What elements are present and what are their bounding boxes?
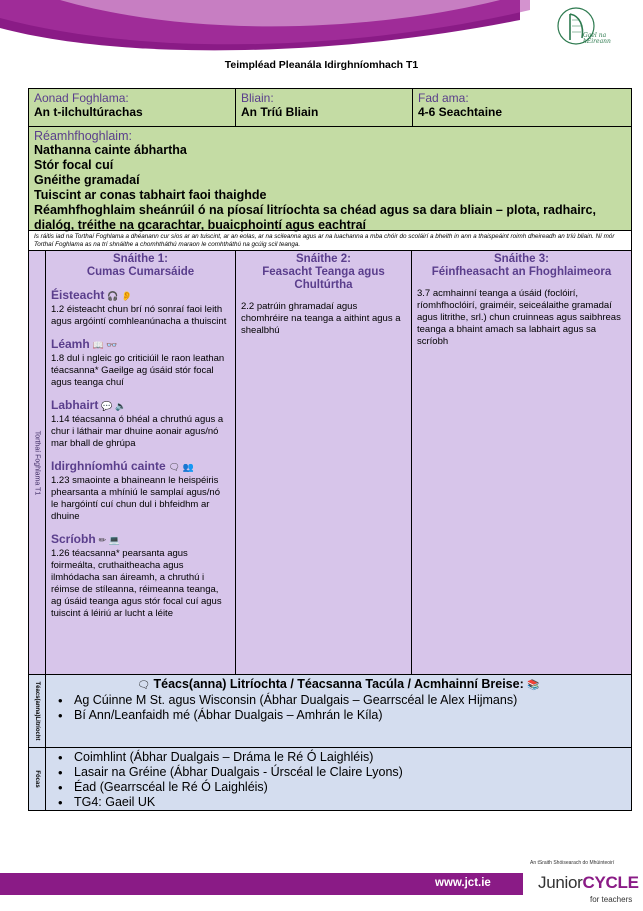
unit-label: Aonad Foghlama: [34, 91, 129, 105]
prior-learning [29, 127, 631, 231]
unit-value: An t-ilchultúrachas [34, 105, 143, 119]
duration-value: 4-6 Seachtaine [418, 105, 503, 119]
focus-side-label: Fócas [34, 770, 40, 788]
writing-outcome: 1.26 téacsanna* pearsanta agus foirmeálta, cruthaitheacha agus ilmhódacha san áireamh, a chruthú i réimse de stíleanna, réimeanna teanga, ag úsáid teanga agus stór focal cuí agus tuiscint á léiriú ar lucht a léite [51, 548, 222, 619]
listening-heading [51, 288, 230, 303]
page-title: Teimpléad Pleanála Idirghníomhach T1 [224, 59, 419, 71]
brand-name-a: Junior [538, 873, 583, 892]
duration-label: Fad ama: [418, 91, 469, 105]
listening-outcome: 1.2 éisteacht chun brí nó sonraí faoi leith agus argóintí comhleanúnacha a thuiscint [51, 304, 227, 327]
texts-side-label: Téacs(anna)Litríocht [34, 681, 40, 741]
list-item: • Bí Ann/Leanfaidh mé (Ábhar Dualgais – Amhrán le Kíla) [74, 708, 625, 723]
strand-2-title: Snáithe 2: Feasacht Teanga agus Chultúrtha [262, 253, 385, 291]
focus-row [29, 748, 631, 810]
focus-side [29, 748, 46, 810]
chat-icon: 🗨 [137, 680, 150, 691]
books-icon: 📚 [527, 680, 540, 691]
learning-outcomes-side-label: Torthaí Foghlama T1 [33, 430, 41, 495]
unit-row [29, 89, 631, 127]
list-item: • Ag Cúinne M St. agus Wisconsin (Ábhar Dualgais – Gearrscéal le Alex Hijmans) [74, 693, 625, 708]
focus-list [52, 750, 625, 810]
texts-heading [52, 677, 625, 693]
prior-item: Gnéithe gramadaí [34, 173, 140, 187]
reading-outcome: 1.8 dul i ngleic go criticiúil le raon leathan téacsanna* Gaeilge ag úsáid stór focal agus teanga chuí [51, 353, 225, 388]
strand-3-title: Snáithe 3: Féinfheasacht an Fhoghlaimeora [431, 253, 612, 278]
pencil-computer-icon: ✏ 💻 [98, 535, 120, 545]
list-item: • Coimhlint (Ábhar Dualgais – Dráma le Ré Ó Laighléis) [74, 750, 625, 765]
list-item: • TG4: Gaeil UK [74, 795, 625, 810]
prior-item: Nathanna cainte ábhartha [34, 143, 187, 157]
writing-label: Scríobh [51, 532, 96, 546]
list-item: • Lasair na Gréine (Ábhar Dualgais - Úrscéal le Claire Lyons) [74, 765, 625, 780]
strand-2-outcome: 2.2 patrúin ghramadaí agus chomhréire na teanga a aithint agus a shealbhú [241, 301, 401, 336]
texts-list [52, 693, 625, 723]
listening-label: Éisteacht [51, 288, 105, 302]
planning-table [28, 88, 632, 811]
reading-label: Léamh [51, 337, 90, 351]
speaking-outcome: 1.14 téacsanna ó bhéal a chruthú agus a chur i láthair mar dhuine aonair agus/nó mar bhall de ghrúpa [51, 414, 224, 449]
year-label: Bliain: [241, 91, 274, 105]
texts-row [29, 675, 631, 748]
brand-name-b: CYCLE [582, 873, 639, 892]
interaction-label: Idirghníomhú cainte [51, 459, 166, 473]
brand-sub: for teachers [590, 895, 633, 904]
prior-learning-label: Réamhfhoghlaim: [34, 129, 132, 143]
speech-speaker-icon: 💬 🔈 [101, 401, 127, 411]
strand-1-title: Snáithe 1: Cumas Cumarsáide [86, 253, 195, 278]
strand-3 [412, 251, 631, 674]
texts-body [46, 675, 631, 747]
writing-heading [51, 532, 230, 547]
strand-2 [236, 251, 412, 674]
strand-3-outcome: 3.7 acmhainní teanga a úsáid (foclóirí, ríomhfhoclóirí, graiméir, seiceálaithe gramadaí agus litrithe, srl.) chun cruinneas agus saibhreas teanga a bhaint amach sa labhairt agus sa scríobh [417, 288, 621, 347]
learning-outcomes-side [29, 251, 46, 674]
unit-cell [29, 89, 236, 126]
learning-outcomes-row [29, 251, 631, 675]
texts-heading-label: Téacs(anna) Litríochta / Téacsanna Tacúla / Acmhainní Breise: [153, 677, 524, 691]
focus-body [46, 748, 631, 810]
texts-side [29, 675, 46, 747]
chat-group-icon: 🗨 👥 [168, 462, 194, 472]
year-value: An Tríú Bliain [241, 105, 319, 119]
reading-heading [51, 337, 230, 352]
duration-cell [413, 89, 631, 126]
headphones-ear-icon: 🎧 👂 [107, 291, 133, 301]
book-glasses-icon: 📖 👓 [92, 340, 118, 350]
logo-text: Gael na hÉireann [583, 32, 611, 45]
interaction-outcome: 1.23 smaointe a bhaineann le heispéiris phearsanta a mhíniú le samplaí agus/nó le hargóintí cuí chun dul i bhfeidhm ar dhuine [51, 475, 220, 522]
strand-1 [46, 251, 236, 674]
learning-outcomes-note: Is ráitis iad na Torthaí Foghlama a dhéanann cur síos ar an tuiscint, ar an eolas, ar na scileanna agus ar na luachanna a mba chóir do scoláirí a bheith in ann a thaispeáint roimh dheireadh an tríú bliain. Ní mór Torthaí Foghlama as na trí shnáithe a chomhtháthú maraon le comhtháthú na gcúig scil teanga. [29, 231, 631, 251]
website-link[interactable]: www.jct.ie [435, 877, 491, 889]
harp-logo-icon [540, 4, 612, 54]
prior-item: Réamhfhoghlaim sheánrúil ó na píosaí litríochta sa chéad agus sa dara bliain – plota, radhairc, dialóg, tréithe na gcarachtar, buaicphointí agus eachtraí [34, 203, 596, 232]
year-cell [236, 89, 413, 126]
interaction-heading [51, 459, 230, 474]
prior-item: Stór focal cuí [34, 158, 114, 172]
list-item: • Éad (Gearrscéal le Ré Ó Laighléis) [74, 780, 625, 795]
brand-name [538, 873, 639, 893]
prior-item: Tuiscint ar conas tabhairt faoi thaighde [34, 188, 267, 202]
speaking-label: Labhairt [51, 398, 99, 412]
speaking-heading [51, 398, 230, 413]
org-name: An tSraith Shóisearach do Mhúinteoirí [530, 860, 615, 866]
